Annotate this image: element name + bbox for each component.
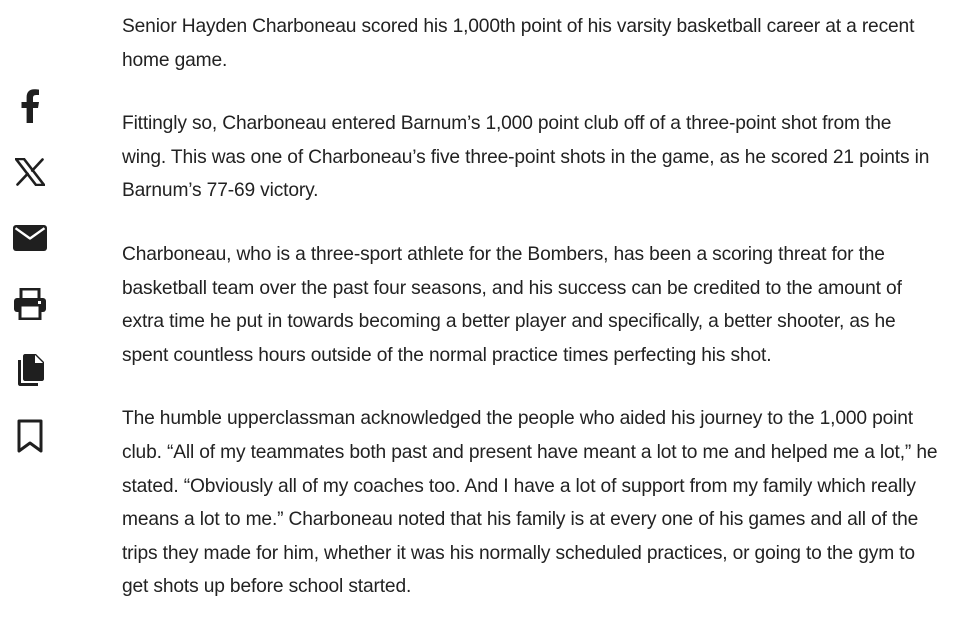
email-icon	[13, 225, 47, 251]
article-paragraph: The humble upperclassman acknowledged the people who aided his journey to the 1,000 point club. “All of my teammates both past and present have meant a lot to me and helped me a lot,” he stated. “Obviously all of my coaches too. And I have a lot of support from my family which really means a lot to me.” Charboneau noted that his family is at every one of his games and all of the trips they made for him, whether it was his normally scheduled practices, or going to the gym to get shots up before school started.	[122, 408, 938, 598]
print-icon	[14, 288, 46, 320]
copy-link-button[interactable]	[11, 350, 49, 390]
article-paragraph: Senior Hayden Charboneau scored his 1,000th point of his varsity basketball career at a recent home game.	[122, 16, 915, 71]
bookmark-button[interactable]	[11, 416, 49, 456]
x-twitter-icon	[15, 158, 45, 186]
article-body	[122, 10, 940, 630]
share-x-button[interactable]	[11, 152, 49, 192]
facebook-icon	[21, 89, 39, 123]
share-print-button[interactable]	[11, 284, 49, 324]
share-facebook-button[interactable]	[11, 86, 49, 126]
article-paragraph: Charboneau, who is a three-sport athlete for the Bombers, has been a scoring threat for the basketball team over the past four seasons, and his success can be credited to the amount of extra time he put in towards becoming a better player and specifically, a better shooter, as he spent countless hours outside of the normal practice times perfecting his shot.	[122, 243, 902, 366]
article-paragraph: Fittingly so, Charboneau entered Barnum’s 1,000 point club off of a three-point shot from the wing. This was one of Charboneau’s five three-point shots in the game, as he scored 21 points in Barnum’s 77-69 victory.	[122, 113, 930, 202]
copy-icon	[15, 353, 45, 387]
share-toolbar	[10, 86, 50, 482]
share-email-button[interactable]	[11, 218, 49, 258]
bookmark-icon	[17, 419, 43, 453]
